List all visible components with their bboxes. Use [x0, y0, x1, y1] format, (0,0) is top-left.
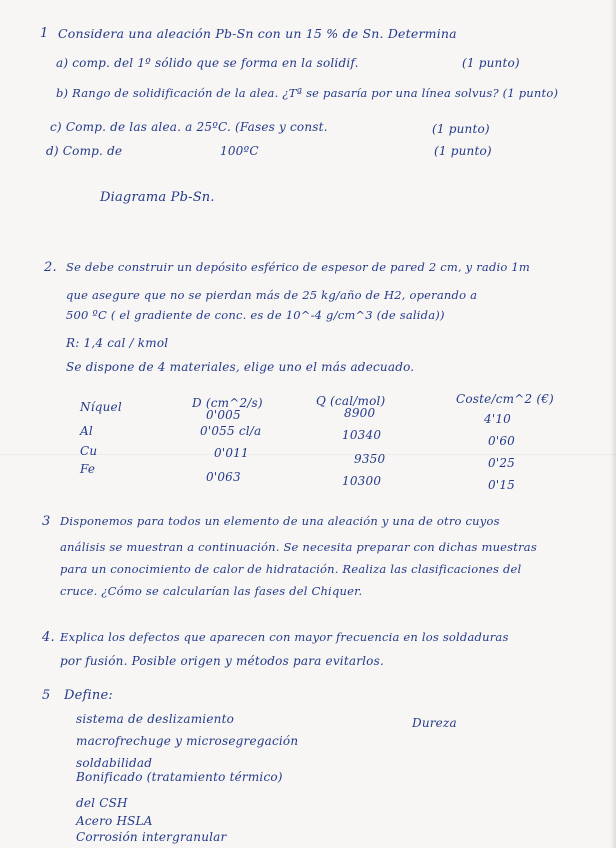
q5-item: macrofrechuge y microsegregación	[76, 734, 299, 748]
q5-title: Define:	[64, 688, 113, 703]
page-edge	[610, 0, 616, 848]
q2-row0-d: 0'005	[206, 408, 241, 422]
q1-intro: Considera una aleación Pb-Sn con un 15 % de Sn. Determina	[58, 26, 457, 41]
q3-number: 3	[42, 514, 51, 529]
q5-item: del CSH	[76, 796, 128, 810]
q2-line2: que asegure que no se pierdan más de 25 kg/año de H2, operando a	[66, 288, 478, 302]
q1-part-b: b) Rango de solidificación de la alea. ¿Tª se pasaría por una línea solvus? (1 punto)	[56, 86, 559, 100]
q1-diagram-note: Diagrama Pb-Sn.	[100, 190, 215, 205]
q2-line5: Se dispone de 4 materiales, elige uno el más adecuado.	[66, 360, 415, 374]
q1-number: 1	[40, 26, 49, 41]
q3-line4: cruce. ¿Cómo se calcularían las fases del Chiquer.	[60, 584, 363, 598]
q4-line1: Explica los defectos que aparecen con mayor frecuencia en los soldaduras	[60, 630, 509, 644]
q1-part-c-points: (1 punto)	[432, 122, 490, 136]
q1-part-d-points: (1 punto)	[434, 144, 492, 158]
q2-row1-name: Al	[80, 424, 93, 438]
q3-line2: análisis se muestran a continuación. Se necesita preparar con dichas muestras	[60, 540, 537, 554]
q5-item: Corrosión intergranular	[76, 830, 227, 844]
q2-line4: R: 1,4 cal / kmol	[66, 336, 169, 350]
q2-row0-cost: 4'10	[484, 412, 512, 426]
q2-row3-cost: 0'15	[488, 478, 516, 492]
q2-row3-q: 10300	[342, 474, 382, 488]
q2-row0-q: 8900	[344, 406, 376, 420]
q5-item: Acero HSLA	[76, 814, 153, 828]
q4-line2: por fusión. Posible origen y métodos para evitarlos.	[60, 654, 384, 668]
q2-header-material: Níquel	[80, 400, 122, 414]
q5-item: sistema de deslizamiento	[76, 712, 235, 726]
q3-line3: para un conocimiento de calor de hidratación. Realiza las clasificaciones del	[60, 562, 522, 576]
q1-part-c: c) Comp. de las alea. a 25ºC. (Fases y const.	[50, 120, 328, 134]
q4-number: 4.	[42, 630, 55, 645]
q2-row1-cost: 0'60	[488, 434, 516, 448]
q2-row1-q: 10340	[342, 428, 382, 442]
q2-line1: Se debe construir un depósito esférico de espesor de pared 2 cm, y radio 1m	[66, 260, 531, 274]
q2-row2-name: Cu	[80, 444, 98, 458]
q2-line3: 500 ºC ( el gradiente de conc. es de 10^-4 g/cm^3 (de salida))	[66, 308, 445, 322]
q5-item: soldabilidad	[76, 756, 153, 770]
q3-line1: Disponemos para todos un elemento de una aleación y una de otro cuyos	[60, 514, 500, 528]
q2-header-d: D (cm^2/s)	[192, 396, 263, 410]
q2-row2-d: 0'011	[214, 446, 249, 460]
q5-number: 5	[42, 688, 51, 703]
q2-number: 2.	[44, 260, 57, 275]
q2-row2-cost: 0'25	[488, 456, 516, 470]
q2-row1-d: 0'055 cl/a	[200, 424, 262, 438]
q1-part-d-temp: 100ºC	[220, 144, 259, 158]
q2-row2-q: 9350	[354, 452, 386, 466]
q2-header-q: Q (cal/mol)	[316, 394, 386, 408]
q1-part-d: d) Comp. de	[46, 144, 123, 158]
q1-part-a: a) comp. del 1º sólido que se forma en la solidif.	[56, 56, 359, 70]
q2-row3-name: Fe	[80, 462, 96, 476]
q5-item: Bonificado (tratamiento térmico)	[76, 770, 283, 784]
q1-part-a-points: (1 punto)	[462, 56, 520, 70]
q2-header-cost: Coste/cm^2 (€)	[456, 392, 554, 406]
q5-extra: Dureza	[412, 716, 457, 730]
q2-row3-d: 0'063	[206, 470, 241, 484]
